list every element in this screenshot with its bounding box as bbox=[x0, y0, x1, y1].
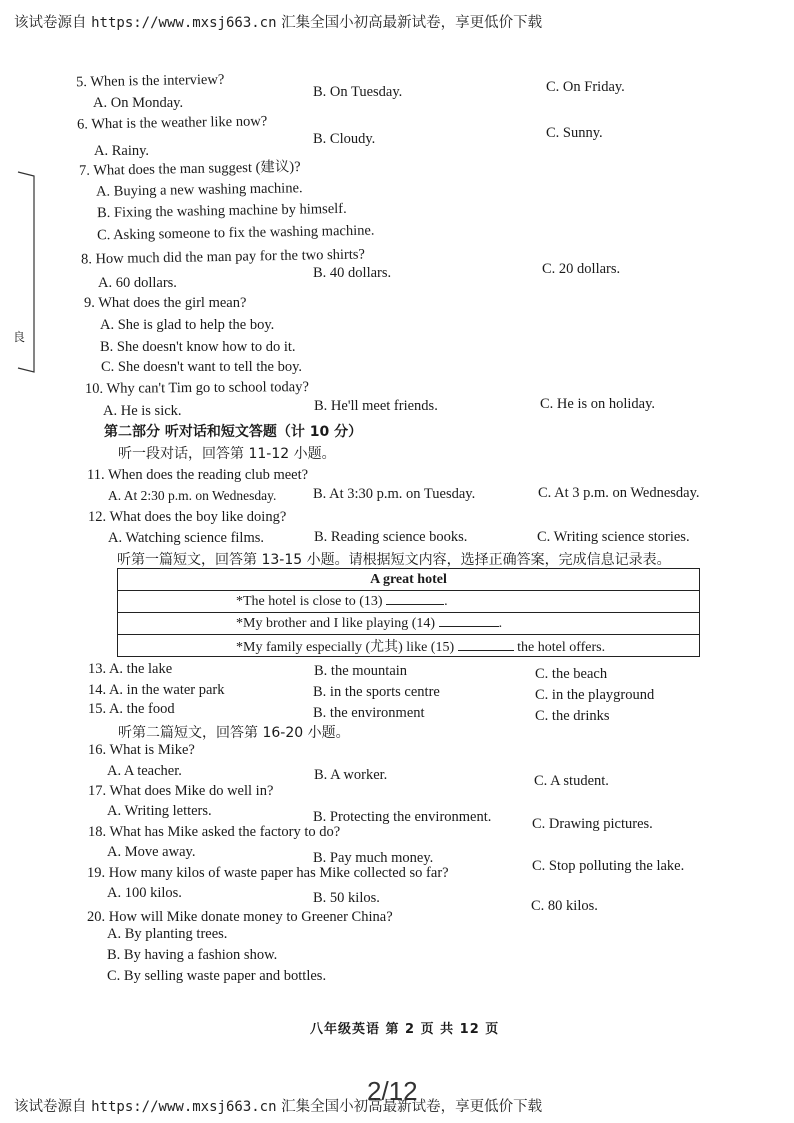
q5-option-b[interactable]: B. On Tuesday. bbox=[313, 84, 403, 100]
page-footer: 八年级英语 第 2 页 共 12 页 bbox=[310, 1022, 500, 1037]
q6-option-b[interactable]: B. Cloudy. bbox=[313, 131, 376, 147]
q19-option-b[interactable]: B. 50 kilos. bbox=[313, 890, 380, 906]
banner-top bbox=[14, 11, 542, 32]
q14-option-c[interactable]: C. in the playground bbox=[535, 687, 655, 703]
question-18: 18. What has Mike asked the factory to do? bbox=[88, 824, 341, 840]
banner-suffix: 汇集全国小初高最新试卷，享更低价下载 bbox=[281, 15, 543, 31]
banner-prefix: 该试卷源自 bbox=[14, 15, 87, 31]
q17-option-b[interactable]: B. Protecting the environment. bbox=[313, 809, 492, 825]
q17-option-a[interactable]: A. Writing letters. bbox=[107, 803, 212, 819]
q10-option-a[interactable]: A. He is sick. bbox=[103, 403, 182, 419]
question-5: 5. When is the interview? bbox=[75, 71, 225, 91]
table-row-14: *My brother and I like playing (14) . bbox=[118, 613, 700, 635]
question-19: 19. How many kilos of waste paper has Mike collected so far? bbox=[87, 865, 449, 881]
question-17: 17. What does Mike do well in? bbox=[88, 783, 274, 799]
q18-option-b[interactable]: B. Pay much money. bbox=[313, 850, 434, 866]
margin-mark: 良 bbox=[13, 330, 26, 344]
instruction-13-15: 听第一篇短文，回答第 13-15 小题。请根据短文内容，选择正确答案，完成信息记录表。 bbox=[117, 552, 671, 568]
q13-option-c[interactable]: C. the beach bbox=[535, 666, 608, 682]
q10-option-c[interactable]: C. He is on holiday. bbox=[540, 396, 656, 412]
question-13: 13. A. the lake bbox=[88, 661, 173, 677]
q8-option-a[interactable]: A. 60 dollars. bbox=[98, 275, 177, 291]
q7-option-a[interactable]: A. Buying a new washing machine. bbox=[95, 180, 303, 200]
question-7: 7. What does the man suggest (建议)? bbox=[78, 159, 301, 179]
q6-option-a[interactable]: A. Rainy. bbox=[94, 143, 150, 159]
q16-option-c[interactable]: C. A student. bbox=[534, 773, 609, 789]
q12-option-c[interactable]: C. Writing science stories. bbox=[537, 529, 690, 545]
info-record-table bbox=[117, 568, 700, 657]
q9-option-b[interactable]: B. She doesn't know how to do it. bbox=[100, 339, 296, 355]
q20-option-a[interactable]: A. By planting trees. bbox=[107, 926, 228, 942]
q19-option-a[interactable]: A. 100 kilos. bbox=[107, 885, 182, 901]
question-11: 11. When does the reading club meet? bbox=[87, 467, 309, 483]
question-6: 6. What is the weather like now? bbox=[76, 113, 268, 133]
blank-13[interactable] bbox=[386, 604, 444, 605]
q14-option-b[interactable]: B. in the sports centre bbox=[313, 684, 440, 700]
table-row-15: *My family especially (尤其) like (15) the hotel offers. bbox=[118, 635, 700, 657]
q11-option-b[interactable]: B. At 3:30 p.m. on Tuesday. bbox=[313, 486, 476, 502]
blank-14[interactable] bbox=[439, 626, 499, 627]
q8-option-c[interactable]: C. 20 dollars. bbox=[542, 261, 621, 277]
q7-option-b[interactable]: B. Fixing the washing machine by himself. bbox=[96, 200, 347, 222]
q12-option-a[interactable]: A. Watching science films. bbox=[108, 530, 265, 546]
table-title: A great hotel bbox=[118, 569, 700, 591]
instruction-16-20: 听第二篇短文，回答第 16-20 小题。 bbox=[118, 725, 350, 741]
table-row-13: *The hotel is close to (13) . bbox=[118, 591, 700, 613]
question-9: 9. What does the girl mean? bbox=[84, 295, 247, 311]
q16-option-b[interactable]: B. A worker. bbox=[314, 767, 388, 783]
q10-option-b[interactable]: B. He'll meet friends. bbox=[314, 398, 438, 414]
q9-option-a[interactable]: A. She is glad to help the boy. bbox=[100, 317, 275, 333]
q15-option-b[interactable]: B. the environment bbox=[313, 705, 425, 721]
q8-option-b[interactable]: B. 40 dollars. bbox=[313, 265, 392, 281]
question-15: 15. A. the food bbox=[88, 701, 175, 717]
q7-option-c[interactable]: C. Asking someone to fix the washing machine. bbox=[96, 222, 375, 244]
page-number: 2/12 bbox=[367, 1076, 418, 1106]
q19-option-c[interactable]: C. 80 kilos. bbox=[531, 898, 598, 914]
instruction-11-12: 听一段对话，回答第 11-12 小题。 bbox=[118, 446, 336, 462]
q18-option-a[interactable]: A. Move away. bbox=[107, 844, 196, 860]
section-2-heading: 第二部分 听对话和短文答题（计 10 分） bbox=[104, 424, 363, 440]
question-12: 12. What does the boy like doing? bbox=[88, 509, 287, 525]
question-16: 16. What is Mike? bbox=[88, 742, 195, 758]
q20-option-b[interactable]: B. By having a fashion show. bbox=[107, 947, 278, 963]
question-8: 8. How much did the man pay for the two shirts? bbox=[80, 246, 366, 268]
q17-option-c[interactable]: C. Drawing pictures. bbox=[532, 816, 653, 832]
q9-option-c[interactable]: C. She doesn't want to tell the boy. bbox=[101, 359, 303, 375]
q20-option-c[interactable]: C. By selling waste paper and bottles. bbox=[107, 968, 327, 984]
q12-option-b[interactable]: B. Reading science books. bbox=[314, 529, 468, 545]
q18-option-c[interactable]: C. Stop polluting the lake. bbox=[532, 858, 685, 874]
blank-15[interactable] bbox=[458, 650, 514, 651]
banner-url[interactable]: https://www.mxsj663.cn bbox=[91, 15, 277, 31]
banner-bottom bbox=[14, 1095, 542, 1116]
banner-prefix: 该试卷源自 bbox=[14, 1099, 87, 1115]
question-20: 20. How will Mike donate money to Greener China? bbox=[87, 909, 393, 925]
question-10: 10. Why can't Tim go to school today? bbox=[84, 379, 309, 397]
q11-option-c[interactable]: C. At 3 p.m. on Wednesday. bbox=[538, 485, 700, 501]
q13-option-b[interactable]: B. the mountain bbox=[314, 663, 408, 679]
banner-url[interactable]: https://www.mxsj663.cn bbox=[91, 1099, 277, 1115]
question-14: 14. A. in the water park bbox=[88, 682, 225, 698]
q5-option-a[interactable]: A. On Monday. bbox=[93, 95, 184, 111]
banner-suffix: 汇集全国小初高最新试卷，享更低价下载 bbox=[281, 1099, 543, 1115]
q6-option-c[interactable]: C. Sunny. bbox=[546, 125, 603, 141]
q16-option-a[interactable]: A. A teacher. bbox=[107, 763, 182, 779]
q15-option-c[interactable]: C. the drinks bbox=[535, 708, 610, 724]
q11-option-a[interactable]: A. At 2:30 p.m. on Wednesday. bbox=[108, 488, 277, 503]
q5-option-c[interactable]: C. On Friday. bbox=[546, 79, 625, 95]
